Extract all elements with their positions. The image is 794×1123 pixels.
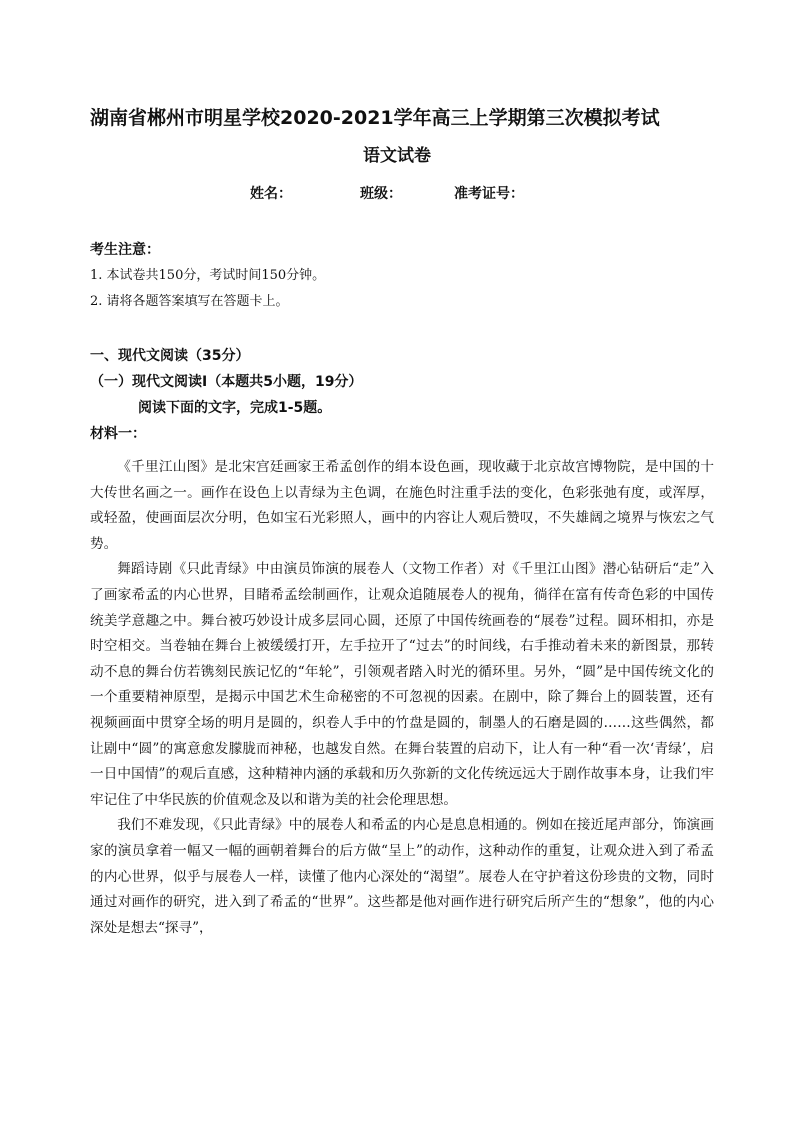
subsection-title: （一）现代文阅读Ⅰ（本题共5小题，19分） — [90, 374, 363, 390]
material-label: 材料一： — [90, 426, 146, 442]
name-label: 姓名： — [250, 186, 292, 202]
section-title: 一、现代文阅读（35分） — [90, 348, 250, 364]
exam-subtitle: 语文试卷 — [363, 146, 431, 166]
candidate-notice — [90, 237, 710, 315]
passage-paragraph: 我们不难发现，《只此青绿》中的展卷人和希孟的内心是息息相通的。例如在接近尾声部分，饰演画家的演员拿着一幅又一幅的画朝着舞台的后方做“呈上”的动作，这种动作的重复，让观众进入到了希孟的内心世界，似乎与展卷人一样，读懂了他内心深处的“渴望”。展卷人在守护着这份珍贵的文物，同时通过对画作的研究，进入到了希孟的“世界”。这些都是他对画作进行研究后所产生的“想象”，他的内心深处是想去“探寻”， — [90, 817, 714, 936]
notice-item: 1. 本试卷共150分，考试时间150分钟。 — [90, 268, 326, 283]
reading-instruction: 阅读下面的文字，完成1-5题。 — [138, 400, 332, 416]
student-info-line — [250, 184, 670, 204]
notice-heading: 考生注意： — [90, 242, 160, 258]
class-label: 班级： — [360, 186, 402, 202]
reading-passage — [90, 455, 714, 941]
section-header — [90, 343, 730, 447]
exam-title: 湖南省郴州市明星学校2020-2021学年高三上学期第三次模拟考试 — [90, 107, 660, 129]
notice-item: 2. 请将各题答案填写在答题卡上。 — [90, 294, 289, 309]
passage-paragraph: 《千里江山图》是北宋宫廷画家王希孟创作的绢本设色画，现收藏于北京故宫博物院，是中国的十大传世名画之一。画作在设色上以青绿为主色调，在施色时注重手法的变化，色彩张弛有度，或浑厚，或轻盈，使画面层次分明，色如宝石光彩照人，画中的内容让人观后赞叹，不失雄阔之境界与恢宏之气势。 — [90, 459, 714, 552]
passage-paragraph: 舞蹈诗剧《只此青绿》中由演员饰演的展卷人（文物工作者）对《千里江山图》潜心钻研后“走”入了画家希孟的内心世界，目睹希孟绘制画作，让观众追随展卷人的视角，徜徉在富有传奇色彩的中国传统美学意趣之中。舞台被巧妙设计成多层同心圆，还原了中国传统画卷的“展卷”过程。圆环相扣，亦是时空相交。当卷轴在舞台上被缓缓打开，左手拉开了“过去”的时间线，右手推动着未来的新图景，那转动不息的舞台仿若镌刻民族记忆的“年轮”，引领观者踏入时光的循环里。另外，“圆”是中国传统文化的一个重要精神原型，是揭示中国艺术生命秘密的不可忽视的因素。在剧中，除了舞台上的圆装置，还有视频画面中贯穿全场的明月是圆的，织卷人手中的竹盘是圆的，制墨人的石磨是圆的……这些偶然，都让剧中“圆”的寓意愈发朦胧而神秘，也越发自然。在舞台装置的启动下，让人有一种“看一次‘青绿’，启一日中国情”的观后直感，这种精神内涵的承载和历久弥新的文化传统远远大于剧作故事本身，让我们牢牢记住了中华民族的价值观念及以和谐为美的社会伦理思想。 — [90, 561, 714, 808]
exam-id-label: 准考证号： — [454, 186, 524, 202]
